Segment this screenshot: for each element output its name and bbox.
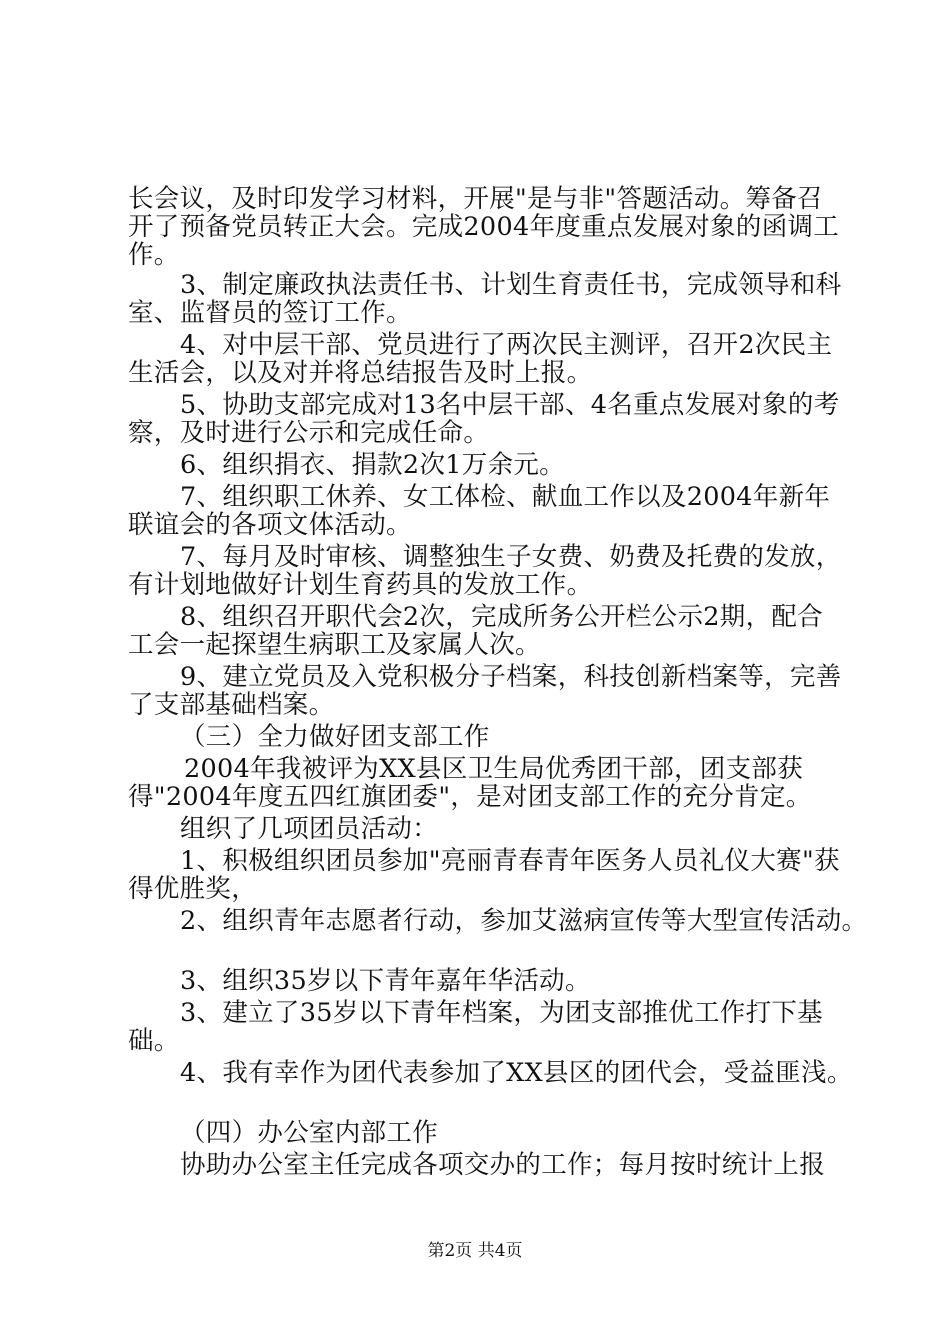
text-line: 1、积极组织团员参加"亮丽青春青年医务人员礼仪大赛"获	[180, 846, 840, 876]
text-line: 8、组织召开职代会2次，完成所务公开栏公示2期，配合	[180, 602, 823, 632]
text-line: 得优胜奖，	[128, 874, 258, 904]
text-line: 长会议，及时印发学习材料，开展"是与非"答题活动。筹备召	[128, 184, 823, 214]
section-heading: （四）办公室内部工作	[180, 1118, 439, 1148]
text-line: 有计划地做好计划生育药具的发放工作。	[128, 570, 593, 600]
text-line: 9、建立党员及入党积极分子档案，科技创新档案等，完善	[180, 662, 842, 692]
text-line: 6、组织捐衣、捐款2次1万余元。	[180, 450, 565, 480]
page-footer: 第2页 共4页	[427, 1241, 523, 1261]
text-line: 3、制定廉政执法责任书、计划生育责任书，完成领导和科	[180, 270, 842, 300]
text-line: 生活会，以及对并将总结报告及时上报。	[128, 358, 593, 388]
text-line: 7、组织职工休养、女工体检、献血工作以及2004年新年	[180, 482, 831, 512]
text-line: 工会一起探望生病职工及家属人次。	[128, 630, 541, 660]
text-line: 联谊会的各项文体活动。	[128, 510, 412, 540]
text-line: 3、建立了35岁以下青年档案，为团支部推优工作打下基	[180, 998, 823, 1028]
text-line: 组织了几项团员活动：	[180, 814, 439, 844]
text-line: 察，及时进行公示和完成任命。	[128, 418, 490, 448]
text-line: 得"2004年度五四红旗团委"，是对团支部工作的充分肯定。	[128, 782, 812, 812]
text-line: 2、组织青年志愿者行动，参加艾滋病宣传等大型宣传活动。	[180, 906, 868, 936]
text-line: 4、对中层干部、党员进行了两次民主测评，召开2次民主	[180, 330, 833, 360]
text-line: 开了预备党员转正大会。完成2004年度重点发展对象的函调工	[128, 212, 840, 242]
text-line: 4、我有幸作为团代表参加了XX县区的团代会，受益匪浅。	[180, 1058, 853, 1088]
text-line: 了支部基础档案。	[128, 690, 335, 720]
text-line: 2004年我被评为XX县区卫生局优秀团干部，团支部获	[184, 754, 804, 784]
section-heading: （三）全力做好团支部工作	[180, 722, 490, 752]
text-line: 作。	[128, 240, 180, 270]
text-line: 7、每月及时审核、调整独生子女费、奶费及托费的发放，	[180, 542, 842, 572]
text-line: 3、组织35岁以下青年嘉年华活动。	[180, 966, 591, 996]
text-line: 协助办公室主任完成各项交办的工作；每月按时统计上报	[180, 1150, 826, 1180]
text-line: 5、协助支部完成对13名中层干部、4名重点发展对象的考	[180, 390, 840, 420]
text-line: 础。	[128, 1026, 180, 1056]
text-line: 室、监督员的签订工作。	[128, 298, 412, 328]
